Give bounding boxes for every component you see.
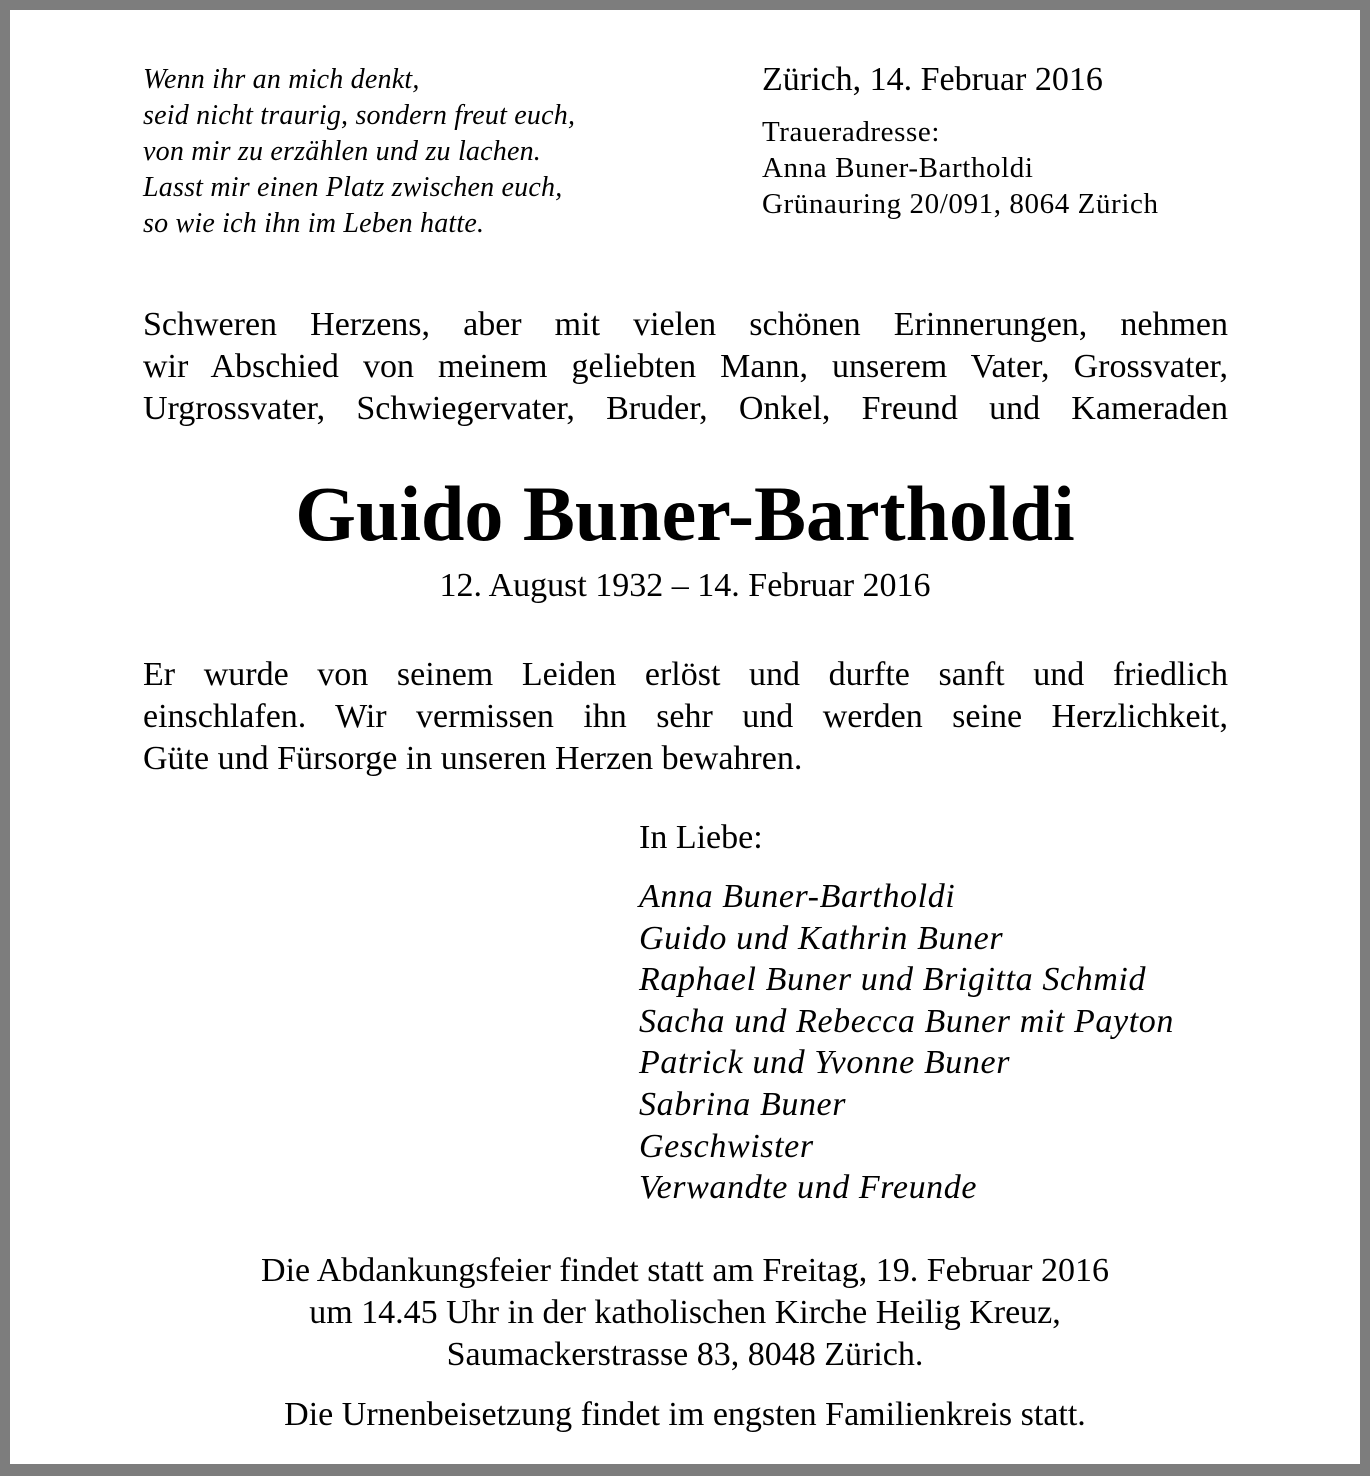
service-line: um 14.45 Uhr in der katholischen Kirche Heilig Kreuz, bbox=[309, 1294, 1061, 1331]
intro-line: wir Abschied von meinem geliebten Mann, unserem Vater, Grossvater, bbox=[143, 348, 1228, 385]
intro-line: Urgrossvater, Schwiegervater, Bruder, Onkel, Freund und Kameraden bbox=[143, 390, 1228, 427]
funeral-service-info bbox=[10, 1250, 1360, 1376]
deceased-name: Guido Buner-Bartholdi bbox=[295, 470, 1075, 557]
address-street: Grünauring 20/091, 8064 Zürich bbox=[762, 188, 1159, 220]
poem-line: Lasst mir einen Platz zwischen euch, bbox=[143, 172, 563, 203]
poem-line: so wie ich ihn im Leben hatte. bbox=[143, 208, 485, 239]
mourner: Geschwister bbox=[639, 1127, 814, 1165]
address-name: Anna Buner-Bartholdi bbox=[762, 152, 1034, 184]
greeting: In Liebe: bbox=[639, 819, 763, 856]
address-label: Traueradresse: bbox=[762, 116, 941, 148]
body-line: Güte und Fürsorge in unseren Herzen bewahren. bbox=[143, 740, 803, 777]
mourner: Raphael Buner und Brigitta Schmid bbox=[639, 961, 1147, 999]
burial-info: Die Urnenbeisetzung findet im engsten Familienkreis statt. bbox=[284, 1396, 1086, 1433]
mourner: Verwandte und Freunde bbox=[639, 1169, 978, 1207]
life-dates: 12. August 1932 – 14. Februar 2016 bbox=[439, 567, 931, 604]
place-date: Zürich, 14. Februar 2016 bbox=[762, 61, 1103, 98]
service-line: Die Abdankungsfeier findet statt am Freitag, 19. Februar 2016 bbox=[261, 1252, 1109, 1289]
mourner: Patrick und Yvonne Buner bbox=[639, 1044, 1011, 1082]
mourner: Anna Buner-Bartholdi bbox=[639, 878, 956, 915]
mourner: Sacha und Rebecca Buner mit Payton bbox=[639, 1002, 1174, 1040]
service-line: Saumackerstrasse 83, 8048 Zürich. bbox=[446, 1336, 924, 1373]
poem-line: Wenn ihr an mich denkt, bbox=[143, 64, 420, 95]
mourners-list bbox=[639, 876, 1174, 1209]
body-line: Er wurde von seinem Leiden erlöst und durfte sanft und friedlich bbox=[143, 656, 1228, 693]
intro-line: Schweren Herzens, aber mit vielen schönen Erinnerungen, nehmen bbox=[143, 306, 1228, 343]
poem-line: seid nicht traurig, sondern freut euch, bbox=[143, 100, 576, 131]
intro-paragraph bbox=[143, 304, 1228, 430]
body-line: einschlafen. Wir vermissen ihn sehr und werden seine Herzlichkeit, bbox=[143, 698, 1228, 735]
mourning-address bbox=[762, 114, 1159, 222]
body-paragraph bbox=[143, 654, 1228, 780]
mourner: Sabrina Buner bbox=[639, 1085, 847, 1123]
mourner: Guido und Kathrin Buner bbox=[639, 919, 1004, 957]
poem-line: von mir zu erzählen und zu lachen. bbox=[143, 136, 541, 167]
poem bbox=[143, 62, 703, 242]
